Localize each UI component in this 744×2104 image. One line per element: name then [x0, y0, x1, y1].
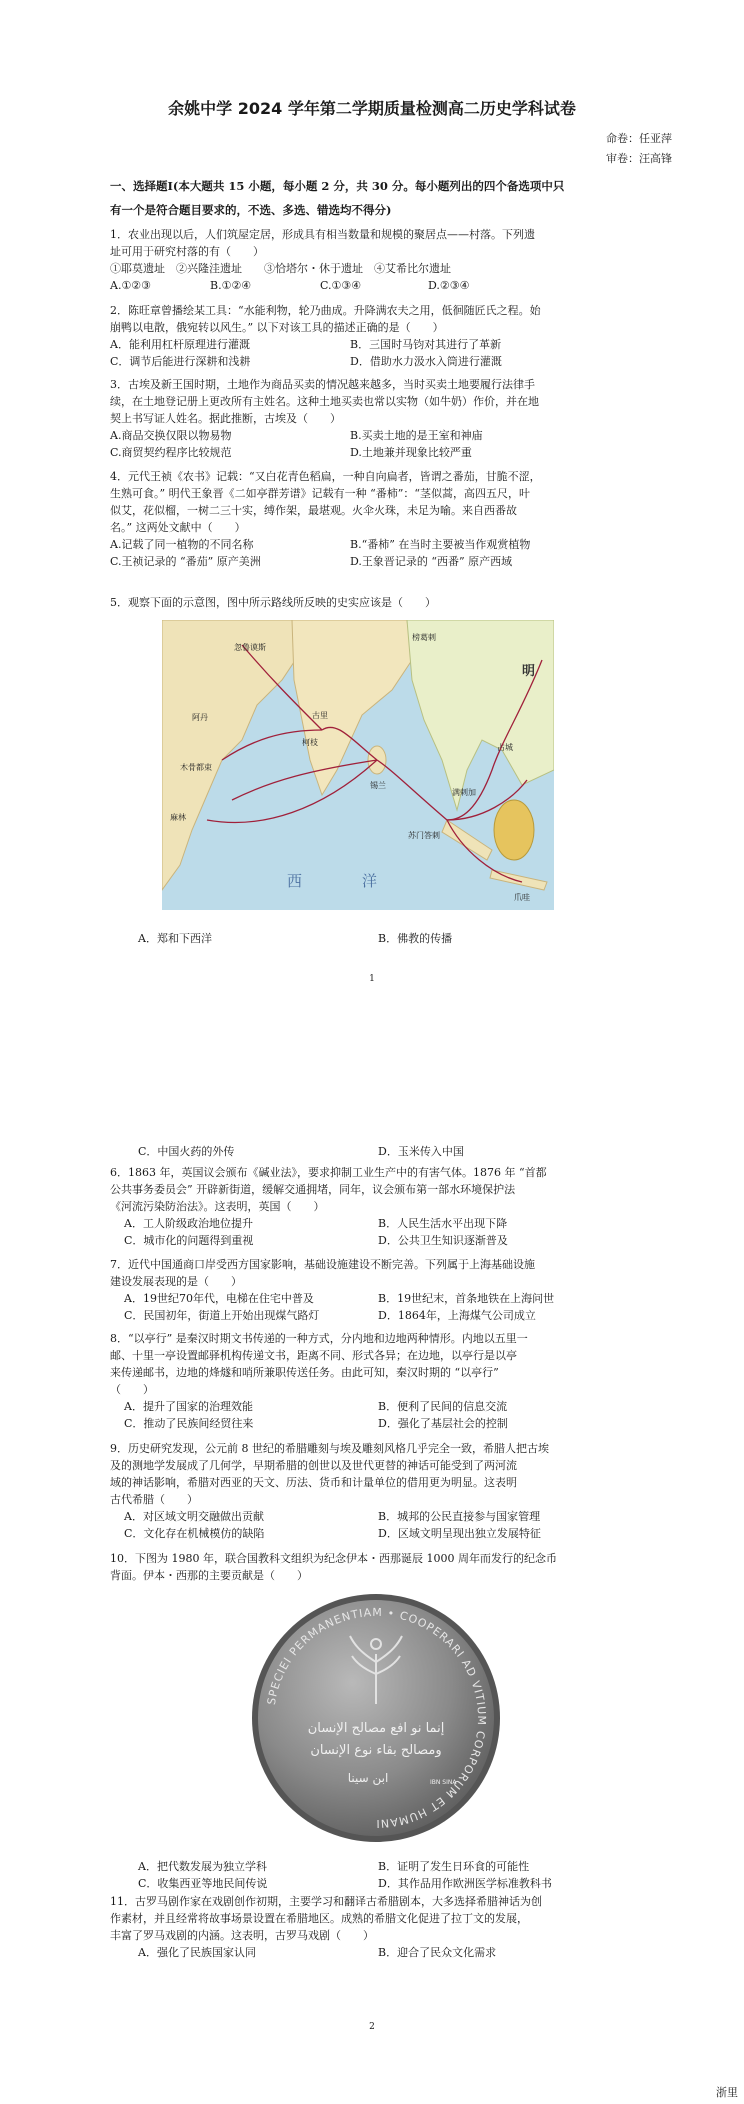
q5-option-d[interactable]: D．玉米传入中国	[378, 1145, 464, 1158]
q9-stem-line1: 9．历史研究发现，公元前 8 世纪的希腊雕刻与埃及雕刻风格几乎完全一致，希腊人把古埃	[110, 1442, 549, 1455]
map-label-malindi: 麻林	[170, 813, 186, 822]
q11-option-a[interactable]: A．强化了民族国家认同	[138, 1946, 256, 1959]
map-label-ming: 明	[522, 664, 536, 679]
q7-stem-line1: 7．近代中国通商口岸受西方国家影响，基础设施建设不断完善。下列属于上海基础设施	[110, 1258, 535, 1271]
map-label-sumatra: 苏门答刺	[408, 831, 440, 840]
q3-option-b[interactable]: B.买卖土地的是王室和神庙	[350, 429, 483, 442]
question-2	[110, 302, 680, 370]
page-number-2: 2	[369, 2022, 375, 2032]
map-label-calicut: 古里	[312, 711, 328, 720]
q10-stem-line1: 10．下图为 1980 年，联合国教科文组织为纪念伊本・西那诞辰 1000 周年而发行的纪念币	[110, 1552, 557, 1565]
q6-option-b[interactable]: B．人民生活水平出现下降	[378, 1217, 508, 1230]
q6-stem-line1: 6．1863 年，英国议会颁布《碱业法》，要求抑制工业生产中的有害气体。1876 年 “首都	[110, 1166, 547, 1179]
q7-option-b[interactable]: B．19世纪末，首条地铁在上海问世	[378, 1292, 555, 1305]
q5-option-c[interactable]: C．中国火药的外传	[138, 1145, 235, 1158]
q8-option-b[interactable]: B．便利了民间的信息交流	[378, 1400, 508, 1413]
q10-option-a[interactable]: A．把代数发展为独立学科	[138, 1860, 267, 1873]
page-number-1: 1	[369, 974, 375, 984]
q7-option-d[interactable]: D．1864年，上海煤气公司成立	[378, 1309, 536, 1322]
q2-option-b[interactable]: B．三国时马钧对其进行了革新	[350, 338, 502, 351]
q4-stem-line1: 4．元代王祯《农书》记载：“又白花青色稻扁，一种自向扁者，皆谓之番茄，甘脆不涩，	[110, 470, 541, 483]
q11-option-b[interactable]: B．迎合了民众文化需求	[378, 1946, 497, 1959]
q8-stem-line2: 邮、十里一亭设置邮驿机构传递文书，距离不同、形式各异；在边地，以亭行是以亭	[110, 1349, 517, 1362]
q8-stem-line1: 8．“以亭行” 是秦汉时期文书传递的一种方式，分内地和边地两种情形。内地以五里一	[110, 1332, 528, 1345]
q4-stem-line2: 生熟可食。” 明代王象晋《二如亭群芳谱》记载有一种 “番柿”：“茎似蒿，高四五尺，叶	[110, 487, 530, 500]
coin-face	[258, 1600, 494, 1836]
map-label-malacca: 满剌加	[452, 788, 476, 797]
q8-option-d[interactable]: D．强化了基层社会的控制	[378, 1417, 508, 1430]
coin-signature: ابن سينا	[347, 1771, 389, 1785]
q4-option-a[interactable]: A.记载了同一植物的不同名称	[110, 538, 254, 551]
q3-stem-line1: 3．古埃及新王国时期，土地作为商品买卖的情况越来越多，当时买卖土地要履行法律手	[110, 378, 535, 391]
q6-stem-line2: 公共事务委员会” 开辟新街道，缓解交通拥堵，同年，议会颁布第一部水环境保护法	[110, 1183, 516, 1196]
q5-option-a[interactable]: A．郑和下西洋	[138, 932, 212, 945]
q1-items: ①耶莫遗址 ②兴隆洼遗址 ③恰塔尔・休于遗址 ④艾希比尔遗址	[110, 262, 451, 275]
q2-option-d[interactable]: D．借助水力汲水入筒进行灌溉	[350, 355, 502, 368]
q1-option-c[interactable]: C.①③④	[320, 279, 362, 292]
watermark: 浙里	[716, 2086, 738, 2099]
commemorative-coin	[250, 1592, 502, 1844]
q9-option-c[interactable]: C．文化存在机械模仿的缺陷	[124, 1527, 265, 1540]
q8-option-a[interactable]: A．提升了国家的治理效能	[124, 1400, 253, 1413]
q5-option-b[interactable]: B．佛教的传播	[378, 932, 453, 945]
q11-stem-line1: 11．古罗马剧作家在戏剧创作初期，主要学习和翻译古希腊剧本，大多选择希腊神话为创	[110, 1895, 542, 1908]
voyage-route-map	[162, 620, 554, 910]
question-10	[110, 1550, 680, 1584]
question-4	[110, 468, 680, 570]
q8-option-c[interactable]: C．推动了民族间经贸往来	[124, 1417, 254, 1430]
q4-stem-line3: 似艾，花似榴，一树二三十实，缚作架，最堪观。火伞火珠，未足为喻。来自西番故	[110, 504, 517, 517]
q2-option-c[interactable]: C．调节后能进行深耕和浅耕	[110, 355, 251, 368]
map-label-champa: 占城	[497, 743, 513, 752]
q9-option-d[interactable]: D．区域文明呈现出独立发展特征	[378, 1527, 541, 1540]
question-7	[110, 1256, 680, 1324]
coin-rim-text: SPECIEI PERMANENTIAM • COOPERARI AD VITIUM CORPORUM ET HUMANI	[264, 1605, 489, 1831]
question-11	[110, 1893, 680, 1961]
q9-option-b[interactable]: B．城邦的公民直接参与国家管理	[378, 1510, 541, 1523]
q10-option-d[interactable]: D．其作品用作欧洲医学标准教科书	[378, 1877, 552, 1890]
map-label-bengal: 榜葛剌	[412, 633, 436, 642]
page-title: 余姚中学 2024 学年第二学期质量检测高二历史学科试卷	[168, 99, 576, 118]
q4-option-c[interactable]: C.王祯记录的 “番茄” 原产美洲	[110, 555, 261, 568]
q1-stem-line2: 址可用于研究村落的有（ ）	[110, 245, 264, 258]
q3-stem-line3: 契上书写证人姓名。据此推断，古埃及（ ）	[110, 412, 341, 425]
q7-option-c[interactable]: C．民国初年，街道上开始出现煤气路灯	[124, 1309, 320, 1322]
map-label-aden: 阿丹	[192, 713, 208, 722]
q2-option-a[interactable]: A．能利用杠杆原理进行灌溉	[110, 338, 250, 351]
q4-option-d[interactable]: D.王象晋记录的 “西番” 原产西域	[350, 555, 513, 568]
q9-option-a[interactable]: A．对区域文明交融做出贡献	[124, 1510, 264, 1523]
q5-stem: 5．观察下面的示意图，图中所示路线所反映的史实应该是（ ）	[110, 596, 436, 609]
map-label-mogadishu: 木骨都束	[180, 763, 212, 772]
q4-option-b[interactable]: B.“番柿” 在当时主要被当作观赏植物	[350, 538, 531, 551]
q11-stem-line3: 丰富了罗马戏剧的内涵。这表明，古罗马戏剧（ ）	[110, 1929, 374, 1942]
q10-stem-line2: 背面。伊本・西那的主要贡献是（ ）	[110, 1569, 308, 1582]
q9-stem-line2: 及的测地学发展成了几何学，早期希腊的创世以及世代更替的神话可能受到了两河流	[110, 1459, 517, 1472]
q1-option-a[interactable]: A.①②③	[110, 279, 152, 292]
q10-option-c[interactable]: C．收集西亚等地民间传说	[138, 1877, 268, 1890]
map-label-sea: 西 洋	[287, 872, 378, 890]
reviewer-line: 审卷：汪高锋	[606, 152, 672, 165]
coin-small-mark: IBN SINA	[430, 1779, 457, 1786]
q2-stem-line1: 2．陈旺章曾播绘某工具：“水能利物，轮乃曲成。升降满农夫之用，低徊随匠氏之程。始	[110, 304, 541, 317]
q6-stem-line3: 《河流污染防治法》。这表明，英国（ ）	[110, 1200, 325, 1213]
question-1	[110, 226, 680, 294]
coin-arabic-line1: إنما نو افع مصالح الإنسان	[307, 1721, 445, 1736]
q11-stem-line2: 作素材，并且经常将故事场景设置在希腊地区。成熟的希腊文化促进了拉丁文的发展，	[110, 1912, 528, 1925]
map-label-hormuz: 忽鲁谟斯	[234, 643, 266, 652]
map-label-ceylon: 锡兰	[370, 781, 386, 790]
q9-stem-line4: 古代希腊（ ）	[110, 1493, 198, 1506]
borneo-island	[494, 800, 534, 860]
section-heading-line1: 一、选择题Ⅰ(本大题共 15 小题，每小题 2 分，共 30 分。每小题列出的四个备选项中只	[110, 179, 565, 193]
q1-option-b[interactable]: B.①②④	[210, 279, 252, 292]
q3-option-d[interactable]: D.土地兼并现象比较严重	[350, 446, 472, 459]
q4-stem-line4: 名。” 这两处文献中（ ）	[110, 521, 246, 534]
q1-option-d[interactable]: D.②③④	[428, 279, 470, 292]
question-8	[110, 1330, 680, 1432]
setter-line: 命卷：任亚萍	[606, 132, 672, 145]
q1-stem-line1: 1．农业出现以后，人们筑屋定居，形成具有相当数量和规模的聚居点——村落。下列遗	[110, 228, 535, 241]
section-heading-line2: 有一个是符合题目要求的，不选、多选、错选均不得分)	[110, 203, 392, 217]
q7-stem-line2: 建设发展表现的是（ ）	[110, 1275, 242, 1288]
q8-stem-line4: （ ）	[110, 1383, 154, 1396]
q3-option-a[interactable]: A.商品交换仅限以物易物	[110, 429, 232, 442]
q8-stem-line3: 来传递邮书，边地的烽燧和哨所兼职传送任务。由此可知，秦汉时期的 “以亭行”	[110, 1366, 499, 1379]
q9-stem-line3: 域的神话影响，希腊对西亚的天文、历法、货币和计量单位的借用更为明显。这表明	[110, 1476, 517, 1489]
q2-stem-line2: 崩鸭以电散，俄宛转以风生。” 以下对该工具的描述正确的是（ ）	[110, 321, 444, 334]
question-3	[110, 376, 680, 461]
question-6	[110, 1164, 680, 1249]
map-label-java: 爪哇	[514, 893, 530, 902]
map-label-cochin: 柯枝	[302, 738, 318, 747]
q7-option-a[interactable]: A．19世纪70年代，电梯在住宅中普及	[124, 1292, 314, 1305]
q3-stem-line2: 续，在土地登记册上更改所有主姓名。这种土地买卖也常以实物（如牛奶）作价，并在地	[110, 395, 539, 408]
q6-option-d[interactable]: D．公共卫生知识逐渐普及	[378, 1234, 508, 1247]
coin-arabic-line2: ومصالح بقاء نوع الإنسان	[310, 1743, 442, 1758]
q10-option-b[interactable]: B．证明了发生日环食的可能性	[378, 1860, 530, 1873]
q3-option-c[interactable]: C.商贸契约程序比较规范	[110, 446, 232, 459]
q6-option-c[interactable]: C．城市化的问题得到重视	[124, 1234, 254, 1247]
question-9	[110, 1440, 680, 1542]
q6-option-a[interactable]: A．工人阶级政治地位提升	[124, 1217, 253, 1230]
